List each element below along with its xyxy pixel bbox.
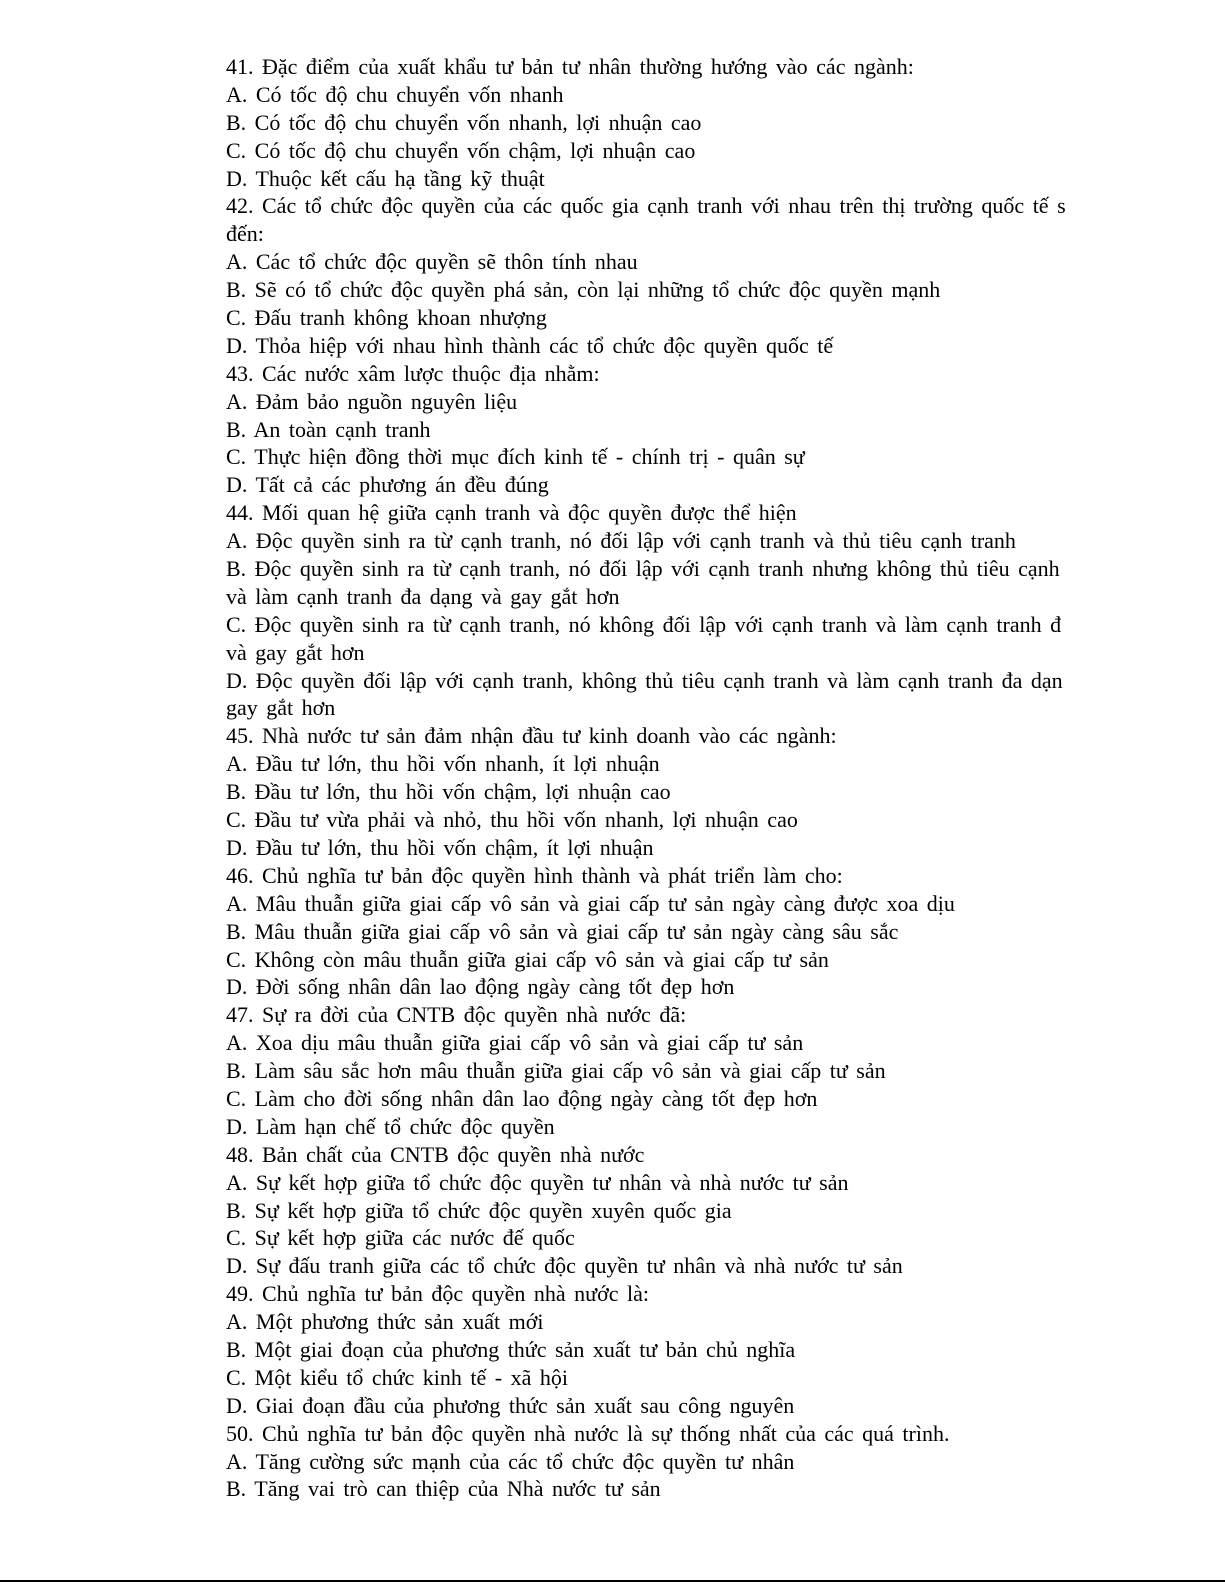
text-line: C. Sự kết hợp giữa các nước đế quốc [226,1225,575,1251]
document-page [226,53,1176,1503]
text-line: D. Đời sống nhân dân lao động ngày càng tốt đẹp hơn [226,974,735,1000]
text-line: B. Mâu thuẫn giữa giai cấp vô sản và giai cấp tư sản ngày càng sâu sắc [226,918,899,944]
text-line: C. Có tốc độ chu chuyển vốn chậm, lợi nhuận cao [226,137,696,163]
text-line: B. Sẽ có tổ chức độc quyền phá sản, còn lại những tổ chức độc quyền mạnh [226,277,941,303]
text-line: D. Giai đoạn đầu của phương thức sản xuất sau công nguyên [226,1392,795,1418]
text-line: A. Đảm bảo nguồn nguyên liệu [226,388,518,414]
text-line: C. Không còn mâu thuẫn giữa giai cấp vô sản và giai cấp tư sản [226,946,829,972]
text-line: A. Sự kết hợp giữa tổ chức độc quyền tư nhân và nhà nước tư sản [226,1169,849,1195]
text-line: và gay gắt hơn [226,639,365,665]
text-line: 46. Chủ nghĩa tư bản độc quyền hình thành và phát triển làm cho: [226,862,843,888]
text-line: D. Làm hạn chế tổ chức độc quyền [226,1113,555,1139]
text-line: D. Thỏa hiệp với nhau hình thành các tổ chức độc quyền quốc tế [226,332,834,358]
text-line: D. Độc quyền đối lập với cạnh tranh, không thủ tiêu cạnh tranh và làm cạnh tranh đa dạn [226,667,1063,693]
text-line: C. Độc quyền sinh ra từ cạnh tranh, nó không đối lập với cạnh tranh và làm cạnh tranh đ [226,611,1062,637]
text-line: 48. Bản chất của CNTB độc quyền nhà nước [226,1141,645,1167]
text-line: A. Xoa dịu mâu thuẫn giữa giai cấp vô sản và giai cấp tư sản [226,1030,804,1056]
text-line: A. Tăng cường sức mạnh của các tổ chức độc quyền tư nhân [226,1448,795,1474]
page-bottom-rule [0,1580,1225,1582]
text-line: 50. Chủ nghĩa tư bản độc quyền nhà nước là sự thống nhất của các quá trình. [226,1420,950,1446]
text-line: A. Có tốc độ chu chuyển vốn nhanh [226,81,564,107]
text-line: A. Các tổ chức độc quyền sẽ thôn tính nhau [226,249,638,275]
text-line: B. Tăng vai trò can thiệp của Nhà nước tư sản [226,1476,661,1502]
text-line: D. Thuộc kết cấu hạ tầng kỹ thuật [226,165,545,191]
text-line: và làm cạnh tranh đa dạng và gay gắt hơn [226,583,620,609]
text-line: C. Thực hiện đồng thời mục đích kinh tế - chính trị - quân sự [226,444,805,470]
text-line: A. Mâu thuẫn giữa giai cấp vô sản và giai cấp tư sản ngày càng được xoa dịu [226,890,955,916]
text-line: C. Đầu tư vừa phải và nhỏ, thu hồi vốn nhanh, lợi nhuận cao [226,807,798,833]
text-line: 49. Chủ nghĩa tư bản độc quyền nhà nước là: [226,1281,649,1307]
text-line: 42. Các tổ chức độc quyền của các quốc gia cạnh tranh với nhau trên thị trường quốc tế s [226,193,1066,219]
text-line: B. Có tốc độ chu chuyển vốn nhanh, lợi nhuận cao [226,109,702,135]
text-line: B. Đầu tư lớn, thu hồi vốn chậm, lợi nhuận cao [226,779,671,805]
text-line: 47. Sự ra đời của CNTB độc quyền nhà nước đã: [226,1002,687,1028]
text-line: 43. Các nước xâm lược thuộc địa nhằm: [226,360,600,386]
text-line: 45. Nhà nước tư sản đảm nhận đầu tư kinh doanh vào các ngành: [226,723,837,749]
text-line: D. Đầu tư lớn, thu hồi vốn chậm, ít lợi nhuận [226,834,654,860]
text-line: 44. Mối quan hệ giữa cạnh tranh và độc quyền được thể hiện [226,500,797,526]
text-line: B. Sự kết hợp giữa tổ chức độc quyền xuyên quốc gia [226,1197,732,1223]
text-line: B. Một giai đoạn của phương thức sản xuất tư bản chủ nghĩa [226,1336,796,1362]
text-line: gay gắt hơn [226,695,336,721]
text-line: đến: [226,221,264,247]
text-line: D. Tất cả các phương án đều đúng [226,472,549,498]
text-line: 41. Đặc điểm của xuất khẩu tư bản tư nhân thường hướng vào các ngành: [226,54,914,79]
text-line: C. Đấu tranh không khoan nhượng [226,305,547,331]
text-line: C. Một kiểu tổ chức kinh tế - xã hội [226,1364,568,1390]
text-line: B. Độc quyền sinh ra từ cạnh tranh, nó đối lập với cạnh tranh nhưng không thủ tiêu cạnh [226,556,1060,582]
text-line: C. Làm cho đời sống nhân dân lao động ngày càng tốt đẹp hơn [226,1085,818,1111]
text-line: A. Độc quyền sinh ra từ cạnh tranh, nó đối lập với cạnh tranh và thủ tiêu cạnh tranh [226,528,1016,554]
text-line: B. An toàn cạnh tranh [226,416,431,442]
text-line: D. Sự đấu tranh giữa các tổ chức độc quyền tư nhân và nhà nước tư sản [226,1253,903,1279]
text-line: B. Làm sâu sắc hơn mâu thuẫn giữa giai cấp vô sản và giai cấp tư sản [226,1058,886,1084]
text-line: A. Một phương thức sản xuất mới [226,1309,544,1335]
text-line: A. Đầu tư lớn, thu hồi vốn nhanh, ít lợi nhuận [226,751,660,777]
